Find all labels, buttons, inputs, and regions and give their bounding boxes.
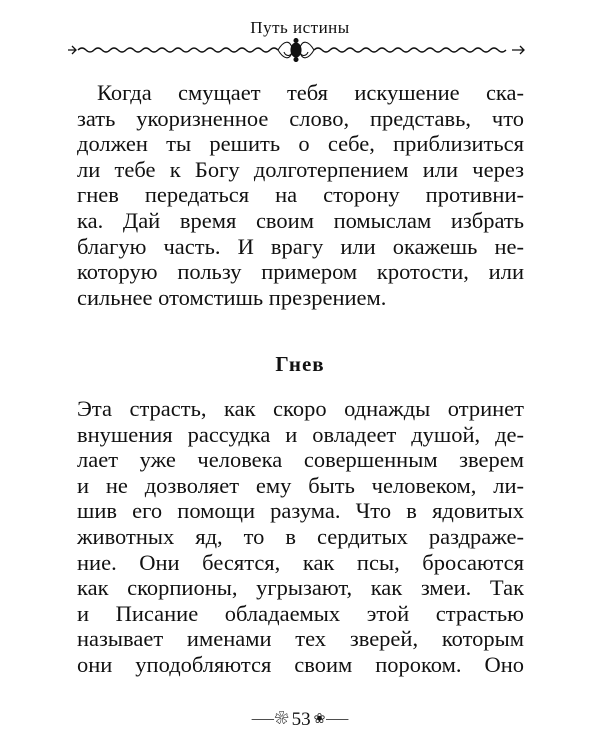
text-line: и Писание обладаемых этой страстью <box>77 600 524 626</box>
paragraph-temptation <box>77 80 524 310</box>
running-title: Путь истины <box>250 18 350 37</box>
text-line: должен ты решить о себе, приблизиться <box>77 131 524 157</box>
text-line: гнев передаться на сторону противни- <box>77 182 524 208</box>
folio-ornament-right-icon: ❀⸺ <box>313 712 350 727</box>
text-line: шив его помощи разума. Что в ядовитых <box>77 498 524 524</box>
text-line: ка. Дай время своим помыслам избрать <box>77 207 524 233</box>
text-line: называет именами тех зверей, которым <box>77 626 524 652</box>
text-line: внушения рассудка и овладеет душой, де- <box>77 421 524 447</box>
text-line: которую пользу примером кротости, или <box>77 259 524 285</box>
text-line: как скорпионы, угрызают, как змеи. Так <box>77 575 524 601</box>
section-heading: Гнев <box>275 352 325 376</box>
text-line: благую часть. И врагу или окажешь не- <box>77 233 524 259</box>
text-line: Когда смущает тебя искушение ска- <box>97 80 524 105</box>
text-line: и не дозволяет ему быть человеком, ли- <box>77 472 524 498</box>
text-line: зать укоризненное слово, представь, что <box>77 105 524 131</box>
text-line: Эта страсть, как скоро однажды отринет <box>77 396 524 421</box>
text-line: ли тебе к Богу долготерпением или через <box>77 156 524 182</box>
text-line: ние. Они бесятся, как псы, бросаются <box>77 549 524 575</box>
folio-ornament-left-icon: ⸺❀ <box>250 712 289 727</box>
page-number-footer <box>0 708 600 731</box>
text-line: сильнее отомстишь презрением. <box>77 284 387 310</box>
page-number: 53 <box>291 709 311 730</box>
paragraph-anger <box>77 396 524 678</box>
text-line: животных яд, то в сердитых раздраже- <box>77 523 524 549</box>
text-line: они уподобляются своим пороком. Оно <box>77 651 524 677</box>
text-line: лает уже человека совершенным зверем <box>77 447 524 473</box>
header-ornament-icon <box>62 38 530 62</box>
